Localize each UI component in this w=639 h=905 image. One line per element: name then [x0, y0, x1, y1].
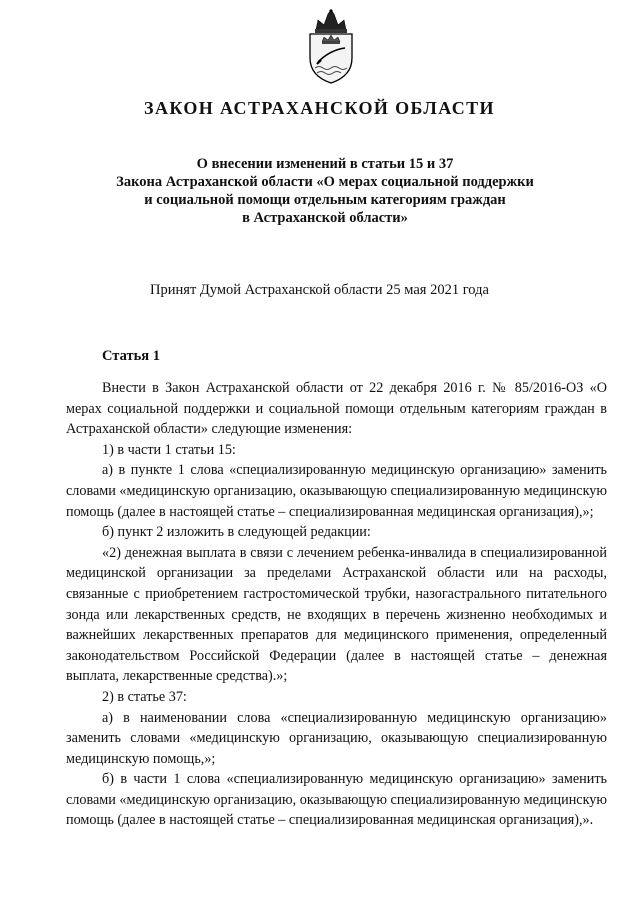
law-title: ЗАКОН АСТРАХАНСКОЙ ОБЛАСТИ — [144, 98, 495, 118]
paragraph: 2) в статье 37: — [102, 688, 187, 705]
paragraph: а) в наименовании слова «специализированную медицинскую организацию» заменить словами «медицинскую организацию, оказывающую специализированную медицинскую помощь,»; — [66, 709, 607, 767]
subtitle-line: О внесении изменений в статьи 15 и 37 — [196, 156, 454, 172]
subtitle-line: и социальной помощи отдельным категориям граждан — [144, 192, 506, 208]
coat-of-arms-icon — [300, 8, 362, 86]
paragraph: а) в пункте 1 слова «специализированную медицинскую организацию» заменить словами «медицинскую организацию, оказывающую специализированную медицинскую помощь (далее в настоящей статье – специализированная медицинская организация),»; — [66, 462, 607, 520]
paragraph: б) в части 1 слова «специализированную медицинскую организацию» заменить словами «медицинскую организацию, оказывающую специализированную медицинскую помощь (далее в настоящей статье – специализированная медицинская организация),». — [66, 771, 607, 829]
article-body — [66, 378, 607, 831]
paragraph: «2) денежная выплата в связи с лечением ребенка-инвалида в специализированной медицинской организации за пределами Астраханской области или на расходы, связанные с приобретением гастростомической трубки, назогастрального питательного зонда или лекарственных средств, не входящих в перечень жизненно необходимых и важнейших лекарственных препаратов для медицинского применения, определенный законодательством Российской Федерации (далее в настоящей статье – денежная выплата, лекарственные средства).»; — [66, 544, 607, 685]
law-subtitle — [60, 155, 590, 227]
article-heading: Статья 1 — [102, 348, 160, 364]
paragraph: 1) в части 1 статьи 15: — [102, 441, 236, 458]
paragraph: б) пункт 2 изложить в следующей редакции: — [102, 524, 371, 541]
paragraph: Внести в Закон Астраханской области от 22 декабря 2016 г. № 85/2016-ОЗ «О мерах социальной поддержки и социальной помощи отдельным категориям граждан в Астраханской области» следующие изменения: — [66, 380, 607, 438]
adoption-note: Принят Думой Астраханской области 25 мая 2021 года — [150, 282, 489, 298]
subtitle-line: Закона Астраханской области «О мерах социальной поддержки — [116, 174, 534, 190]
subtitle-line: в Астраханской области» — [242, 210, 408, 226]
